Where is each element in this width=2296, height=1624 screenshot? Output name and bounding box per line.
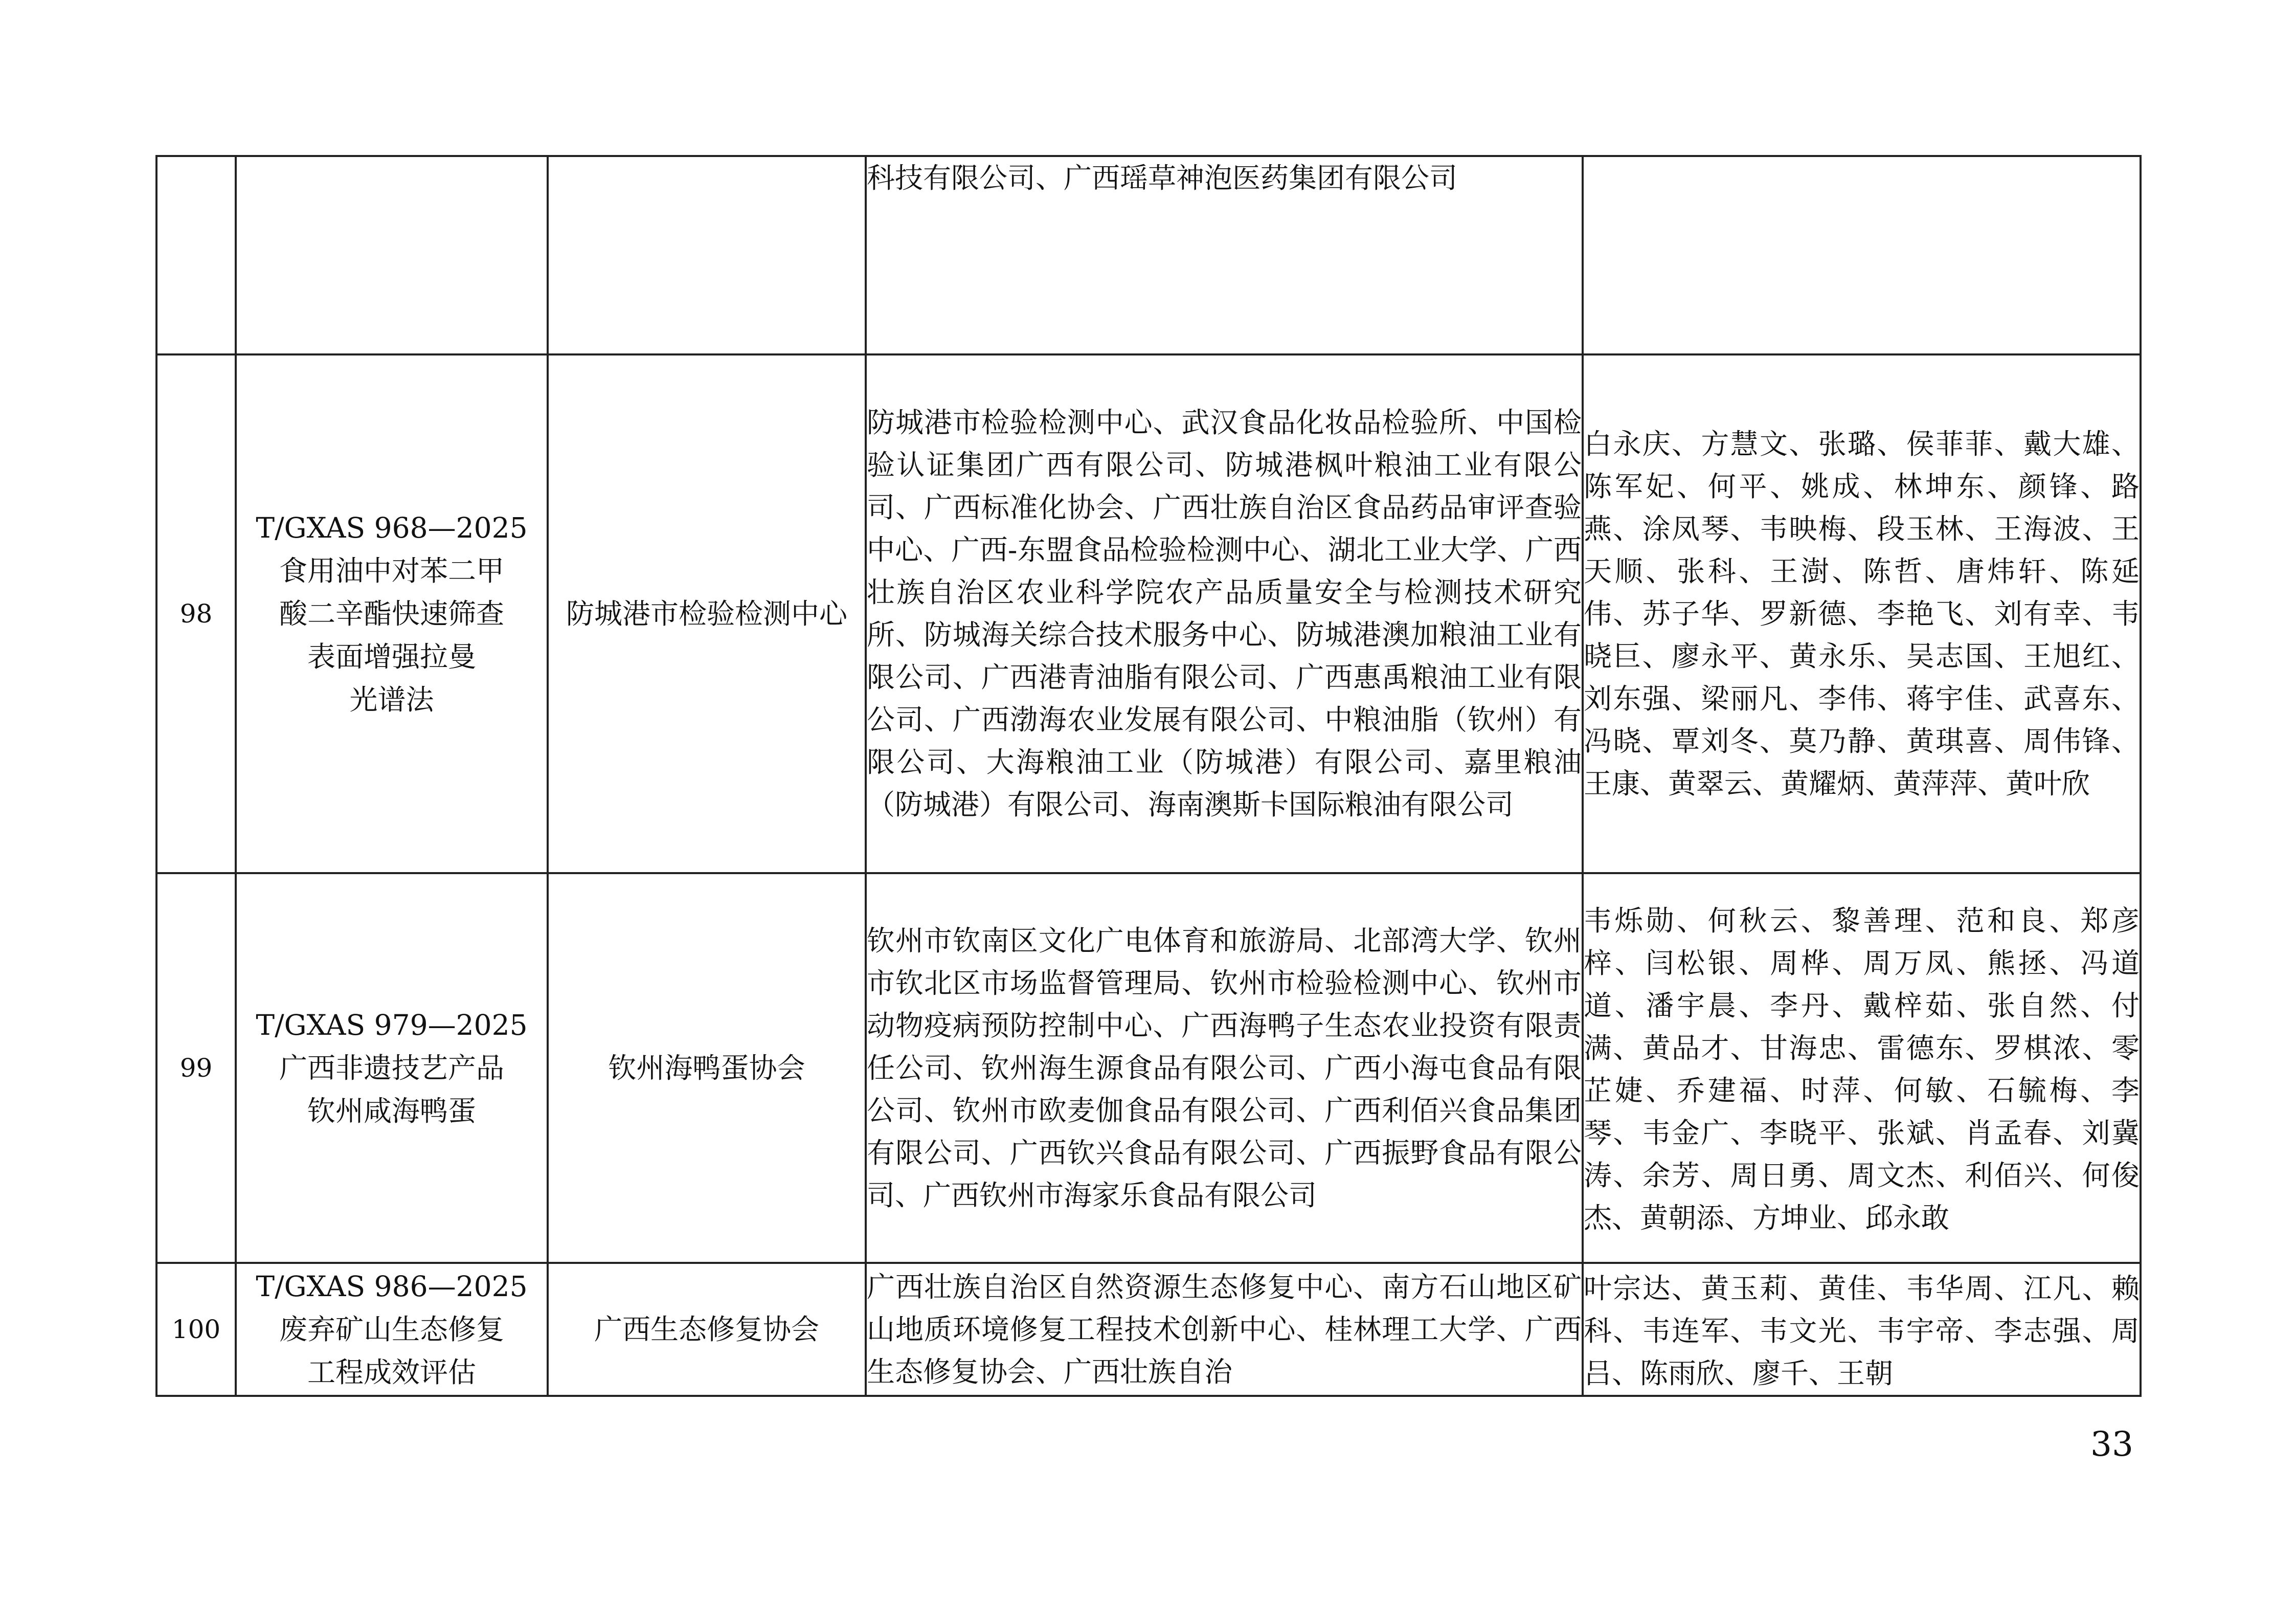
standard-code-title [236,1263,548,1396]
lead-organization: 钦州海鸭蛋协会 [548,873,866,1263]
drafters: 韦烁勋、何秋云、黎善理、范和良、郑彦梓、闫松银、周桦、周万凤、熊拯、冯道道、潘宇晨、李丹、戴梓茹、张自然、付满、黄品才、甘海忠、雷德东、罗棋浓、零芷婕、乔建福、时萍、何敏、石毓梅、李琴、韦金广、李晓平、张斌、肖孟春、刘冀涛、余芳、周日勇、周文杰、利佰兴、何俊杰、黄朝添、方坤业、邱永敢 [1583,873,2141,1263]
participating-units: 防城港市检验检测中心、武汉食品化妆品检验所、中国检验认证集团广西有限公司、防城港枫叶粮油工业有限公司、广西标准化协会、广西壮族自治区食品药品审评查验中心、广西-东盟食品检验检测中心、湖北工业大学、广西壮族自治区农业科学院农产品质量安全与检测技术研究所、防城海关综合技术服务中心、防城港澳加粮油工业有限公司、广西港青油脂有限公司、广西惠禹粮油工业有限公司、广西渤海农业发展有限公司、中粮油脂（钦州）有限公司、大海粮油工业（防城港）有限公司、嘉里粮油（防城港）有限公司、海南澳斯卡国际粮油有限公司 [866,354,1583,873]
row-number [156,156,236,354]
drafters: 叶宗达、黄玉莉、黄佳、韦华周、江凡、赖科、韦连军、韦文光、韦宇帝、李志强、周吕、陈雨欣、廖千、王朝 [1583,1263,2141,1396]
row-number: 98 [156,354,236,873]
standard-code: T/GXAS 979—2025 [256,1009,528,1041]
standard-title-line: 表面增强拉曼 [307,640,476,673]
table-row [156,873,2141,1263]
row-number: 99 [156,873,236,1263]
standard-code-title [236,873,548,1263]
standard-code: T/GXAS 986—2025 [256,1270,528,1303]
table-row [156,156,2141,354]
participating-units: 广西壮族自治区自然资源生态修复中心、南方石山地区矿山地质环境修复工程技术创新中心、桂林理工大学、广西生态修复协会、广西壮族自治 [866,1263,1583,1396]
standard-code: T/GXAS 968—2025 [256,511,528,544]
drafters: 白永庆、方慧文、张璐、侯菲菲、戴大雄、陈军妃、何平、姚成、林坤东、颜锋、路燕、涂凤琴、韦映梅、段玉林、王海波、王天顺、张科、王澍、陈哲、唐炜轩、陈延伟、苏子华、罗新德、李艳飞、刘有幸、韦晓巨、廖永平、黄永乐、吴志国、王旭红、刘东强、梁丽凡、李伟、蒋宇佳、武喜东、冯晓、覃刘冬、莫乃静、黄琪喜、周伟锋、王康、黄翠云、黄耀炳、黄萍萍、黄叶欣 [1583,354,2141,873]
standard-title-line: 广西非遗技艺产品 [279,1052,504,1084]
standard-title-line: 光谱法 [349,683,434,716]
standard-title-line: 酸二辛酯快速筛查 [279,597,504,630]
standard-title-line: 工程成效评估 [307,1356,476,1389]
lead-organization: 防城港市检验检测中心 [548,354,866,873]
standards-table [155,155,2142,1397]
standard-title-line: 废弃矿山生态修复 [279,1313,504,1346]
participating-units: 钦州市钦南区文化广电体育和旅游局、北部湾大学、钦州市钦北区市场监督管理局、钦州市检验检测中心、钦州市动物疫病预防控制中心、广西海鸭子生态农业投资有限责任公司、钦州海生源食品有限公司、广西小海屯食品有限公司、钦州市欧麦伽食品有限公司、广西利佰兴食品集团有限公司、广西钦兴食品有限公司、广西振野食品有限公司、广西钦州市海家乐食品有限公司 [866,873,1583,1263]
participating-units: 科技有限公司、广西瑶草神泡医药集团有限公司 [866,156,1583,354]
lead-organization [548,156,866,354]
table-row [156,354,2141,873]
standard-code-title [236,354,548,873]
row-number: 100 [156,1263,236,1396]
page-number: 33 [2090,1425,2133,1464]
drafters [1583,156,2141,354]
standard-code-title [236,156,548,354]
standard-title-line: 食用油中对苯二甲 [279,554,504,587]
lead-organization: 广西生态修复协会 [548,1263,866,1396]
table-row [156,1263,2141,1396]
standard-title-line: 钦州咸海鸭蛋 [307,1095,476,1127]
